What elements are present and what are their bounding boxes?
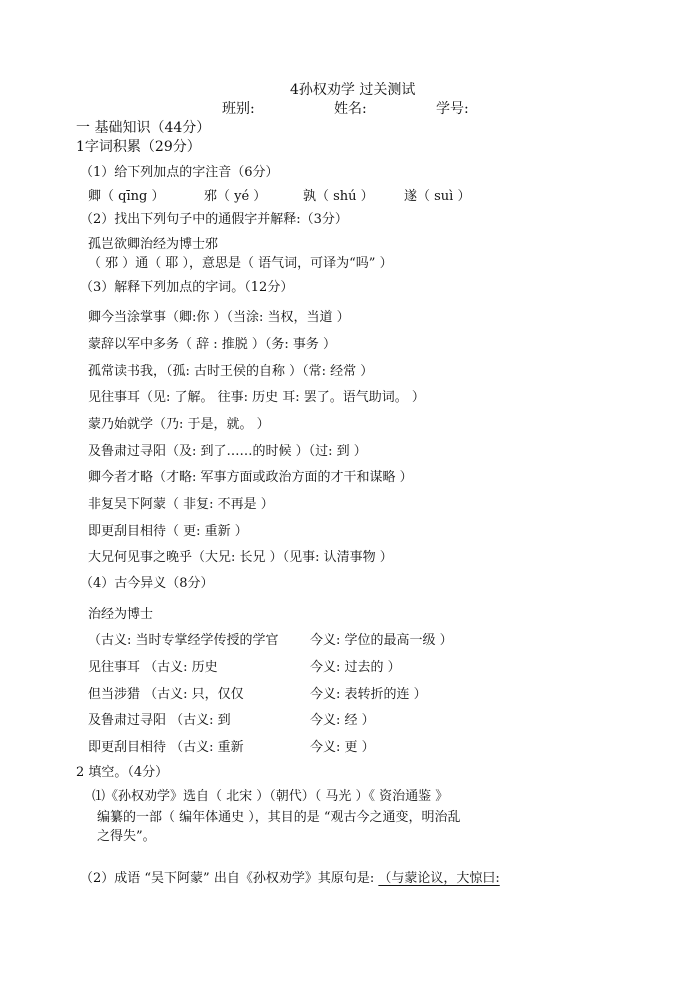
q3-line: 卿今者才略（才略: 军事方面或政治方面的才干和谋略 ） bbox=[88, 470, 413, 485]
q3-line: 见往事耳（见: 了解。 往事: 历史 耳: 罢了。语气助词。 ） bbox=[88, 390, 425, 405]
q4-row-right: 今义: 经 ） bbox=[310, 713, 375, 728]
q3-line: 蒙辞以军中多务（ 辞 : 推脱 ）（务: 事务 ） bbox=[88, 337, 337, 352]
q1-item-qing: 卿（ qīng ） bbox=[88, 189, 165, 204]
q3-heading: （3）解释下列加点的字词。（12分） bbox=[80, 280, 294, 295]
q1-item-shu: 孰（ shú ） bbox=[303, 189, 374, 204]
q3-line: 即更刮目相待（ 更: 重新 ） bbox=[88, 524, 248, 539]
q2-sentence: 孤岂欲卿治经为博士邪 bbox=[88, 237, 219, 252]
q3-line: 卿今当涂掌事（卿:你 ）（当涂: 当权，当道 ） bbox=[88, 310, 350, 325]
q3-line: 非复吴下阿蒙（ 非复: 不再是 ） bbox=[88, 497, 274, 512]
number-label: 学号: bbox=[436, 101, 469, 117]
q4-row-right: 今义: 表转折的连 ） bbox=[310, 687, 427, 702]
fill-line-4 bbox=[80, 867, 500, 886]
fill-line-1: ⑴《孙权劝学》选自（ 北宋 ）（朝代）（ 马光 ）《 资治通鉴 》 bbox=[92, 789, 449, 804]
q4-row-right: 今义: 学位的最高一级 ） bbox=[310, 633, 453, 648]
q2-heading: （2）找出下列句子中的通假字并解释:（3分） bbox=[80, 212, 348, 227]
fill-line-3: 之得失”。 bbox=[97, 829, 156, 844]
q4-row-left: 但当涉猎 （古义: 只，仅仅 bbox=[88, 687, 244, 702]
fill-line-2: 编纂的一部（ 编年体通史 ），其目的是 “观古今之通变，明治乱 bbox=[97, 810, 461, 825]
q4-heading: （4）古今异义（8分） bbox=[80, 576, 214, 591]
q4-row-left: 即更刮目相待 （古义: 重新 bbox=[88, 740, 244, 755]
q1-item-sui: 遂（ suì ） bbox=[404, 189, 471, 204]
q1-heading: （1）给下列加点的字注音（6分） bbox=[80, 165, 279, 180]
q4-row-left: 见往事耳 （古义: 历史 bbox=[88, 660, 218, 675]
q1-item-ye: 邪（ yé ） bbox=[204, 189, 267, 204]
section-vocabulary: 1字词积累（29分） bbox=[76, 139, 201, 155]
q4-row-left: 治经为博士 bbox=[88, 607, 154, 622]
section-fill-blank: 2 填空。（4分） bbox=[76, 765, 169, 780]
fill-line-4-answer: （与蒙论议，大惊曰: bbox=[378, 871, 500, 886]
worksheet-title: 4孙权劝学 过关测试 bbox=[290, 82, 416, 98]
q4-row-right: 今义: 更 ） bbox=[310, 740, 375, 755]
q2-answer: （ 邪 ）通（ 耶 ），意思是（ 语气词，可译为“吗” ） bbox=[88, 256, 393, 271]
q4-row-right: 今义: 过去的 ） bbox=[310, 660, 401, 675]
q3-line: 蒙乃始就学（乃: 于是，就。 ） bbox=[88, 417, 270, 432]
section-basic-knowledge: 一 基础知识（44分） bbox=[76, 120, 211, 136]
fill-line-4-prefix: （2）成语 “吴下阿蒙” 出自《孙权劝学》其原句是: bbox=[80, 871, 375, 886]
q3-line: 大兄何见事之晚乎（大兄: 长兄 ）（见事: 认清事物 ） bbox=[88, 550, 393, 565]
q4-row-left: （古义: 当时专掌经学传授的学官 bbox=[88, 633, 279, 648]
q3-line: 及鲁肃过寻阳（及: 到了……的时候 ）（过: 到 ） bbox=[88, 444, 367, 459]
q3-line: 孤常读书我，（孤: 古时王侯的自称 ）（常: 经常 ） bbox=[88, 364, 374, 379]
class-label: 班别: bbox=[222, 101, 255, 117]
name-label: 姓名: bbox=[334, 101, 367, 117]
q4-row-left: 及鲁肃过寻阳 （古义: 到 bbox=[88, 713, 231, 728]
